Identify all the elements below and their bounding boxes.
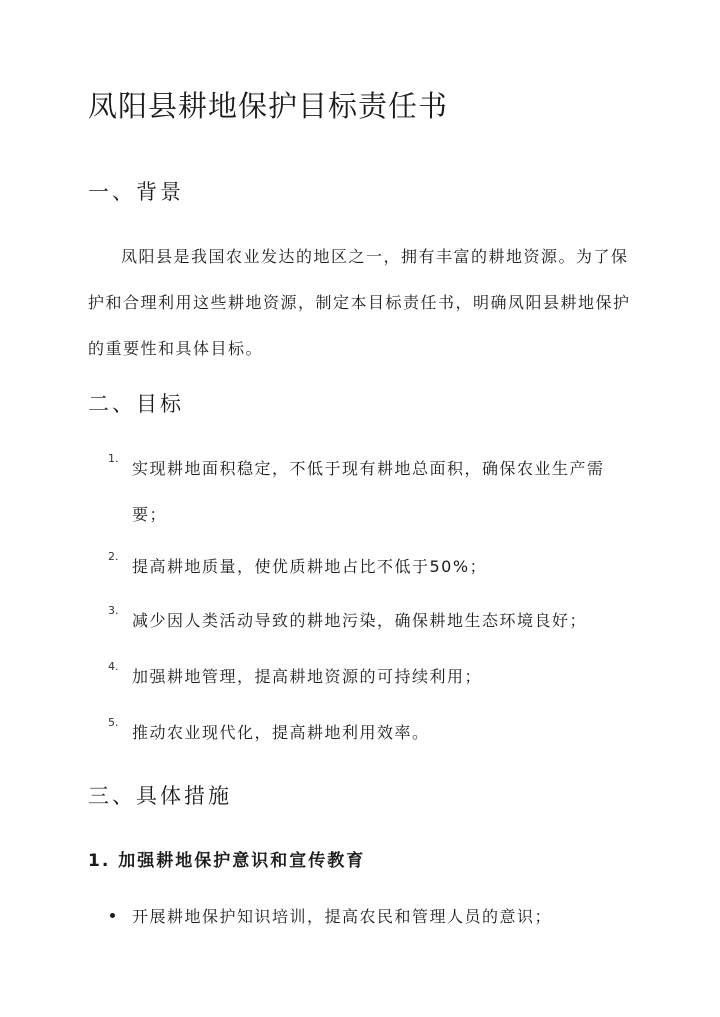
goal-number: 5. bbox=[108, 716, 119, 729]
section-heading-goals: 二、目标 bbox=[88, 392, 184, 416]
section-heading-background: 一、背景 bbox=[88, 180, 184, 204]
background-paragraph: 凤阳县是我国农业发达的地区之一，拥有丰富的耕地资源。为了保护和合理利用这些耕地资源，制定本目标责任书，明确凤阳县耕地保护的重要性和具体目标。 bbox=[88, 247, 631, 358]
document-title: 凤阳县耕地保护目标责任书 bbox=[88, 89, 449, 123]
goal-text: 提高耕地质量，使优质耕地占比不低于50%； bbox=[132, 557, 488, 576]
bullet-icon bbox=[110, 913, 115, 918]
goal-number: 2. bbox=[108, 550, 119, 563]
goal-number: 3. bbox=[108, 604, 119, 617]
bullet-text: 开展耕地保护知识培训，提高农民和管理人员的意识； bbox=[132, 907, 553, 926]
goal-text: 推动农业现代化，提高耕地利用效率。 bbox=[132, 723, 430, 742]
goal-text: 加强耕地管理，提高耕地资源的可持续利用； bbox=[132, 667, 483, 686]
subsection-heading-awareness: 1. 加强耕地保护意识和宣传教育 bbox=[88, 851, 366, 871]
section-heading-measures: 三、具体措施 bbox=[88, 784, 232, 808]
goal-text: 实现耕地面积稳定，不低于现有耕地总面积，确保农业生产需要； bbox=[132, 459, 605, 524]
goal-text: 减少因人类活动导致的耕地污染，确保耕地生态环境良好； bbox=[132, 611, 588, 630]
goal-number: 1. bbox=[108, 452, 119, 465]
goal-number: 4. bbox=[108, 660, 119, 673]
